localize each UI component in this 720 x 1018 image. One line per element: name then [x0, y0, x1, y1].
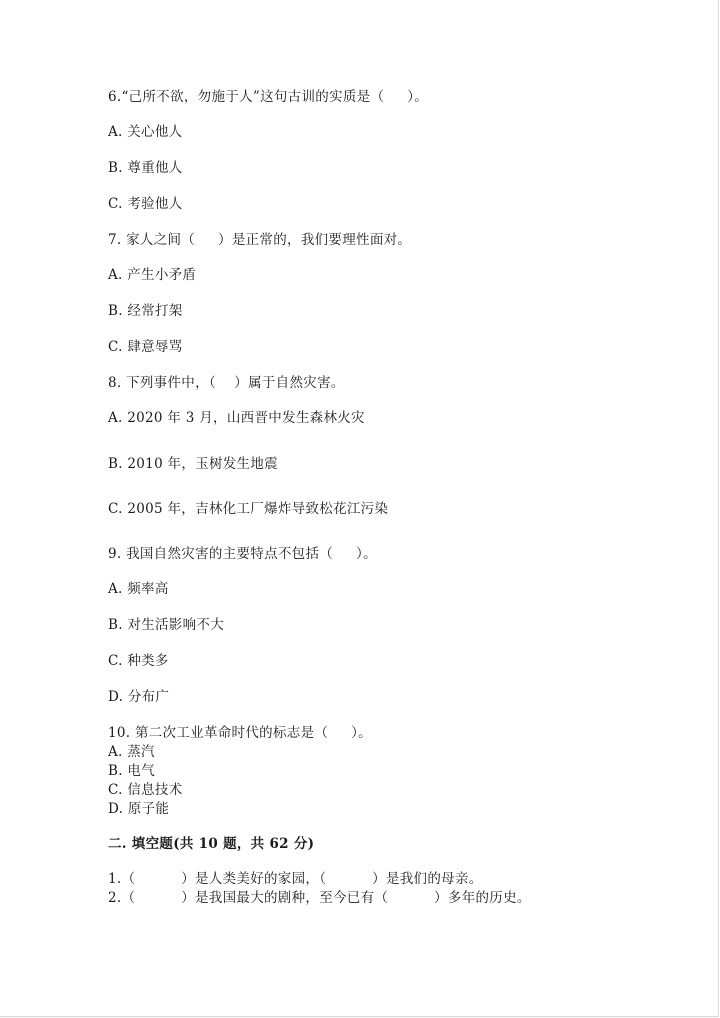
question-6-option-a: A. 关心他人	[108, 124, 183, 140]
fill-blank-item-1: 1.（ ）是人类美好的家园，（ ）是我们的母亲。	[108, 871, 483, 887]
question-9-stem: 9. 我国自然灾害的主要特点不包括（ ）。	[108, 546, 377, 562]
question-9-option-d: D. 分布广	[108, 689, 170, 705]
question-7-option-b: B. 经常打架	[108, 303, 183, 319]
question-8-option-c: C. 2005 年，吉林化工厂爆炸导致松花江污染	[108, 501, 389, 517]
question-6-option-b: B. 尊重他人	[108, 160, 183, 176]
question-8-stem: 8. 下列事件中，（ ）属于自然灾害。	[108, 375, 345, 391]
question-10-option-d: D. 原子能	[108, 801, 170, 817]
question-9-option-a: A. 频率高	[108, 581, 169, 597]
section-2-heading: 二. 填空题(共 10 题，共 62 分)	[108, 836, 315, 852]
fill-blank-item-2: 2.（ ）是我国最大的剧种，至今已有（ ）多年的历史。	[108, 890, 531, 906]
question-10-option-a: A. 蒸汽	[108, 744, 155, 760]
question-7-stem: 7. 家人之间（ ）是正常的，我们要理性面对。	[108, 232, 412, 248]
question-7-option-c: C. 肆意辱骂	[108, 339, 183, 355]
question-8-option-b: B. 2010 年，玉树发生地震	[108, 456, 278, 472]
question-10-stem: 10. 第二次工业革命时代的标志是（ ）。	[108, 725, 372, 741]
question-8-option-a: A. 2020 年 3 月，山西晋中发生森林火灾	[108, 410, 365, 426]
question-6-option-c: C. 考验他人	[108, 196, 183, 212]
question-7-option-a: A. 产生小矛盾	[108, 267, 197, 283]
question-10-option-c: C. 信息技术	[108, 782, 183, 798]
question-9-option-c: C. 种类多	[108, 653, 169, 669]
question-10-option-b: B. 电气	[108, 763, 156, 779]
question-6-stem: 6.“己所不欲，勿施于人”这句古训的实质是（ ）。	[108, 89, 429, 105]
question-9-option-b: B. 对生活影响不大	[108, 617, 225, 633]
